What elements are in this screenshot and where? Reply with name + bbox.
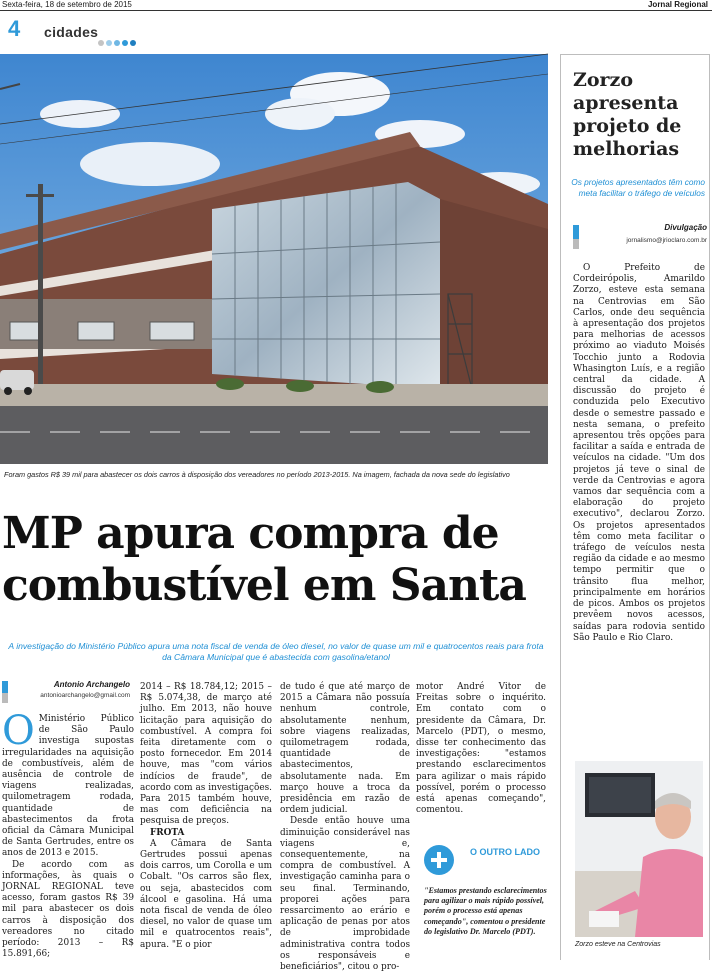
outro-lado-box — [418, 843, 548, 879]
sidebar-credit: Divulgação — [664, 223, 707, 232]
author-email: antonioarchangelo@gmail.com — [40, 692, 130, 699]
section-dots — [98, 31, 138, 50]
article-paragraph: De acordo com as informações, às quais o JORNAL REGIONAL teve acesso, foram gastos R$ 39 mil para abastecer os dois carros à disposição dos vereadores no citado período: 2013 – R$ 15.891,66; — [2, 859, 134, 960]
article-column-4 — [416, 682, 546, 816]
sidebar-body: O Prefeito de Cordeirópolis, Amarildo Zorzo, esteve esta semana na Centrovias em São Carlos, onde deu sequência à apresentação dos projetos para melhorias de acessos próximo ao viaduto Moisés Tocchio junto a Rodovia Whasington Luís, e a região central da cidade. A discussão do projeto é conduzida pelo Executivo desde o semestre passado e nesta semana, o prefeito apresentou três opções para facilitar a saída e entrada de veículos na cidade. "Um dos projetos já teve o sinal de verde da Centrovias e agora vamos dar sequência com a elaboração do projeto executivo", declarou Zorzo. Os projetos apresentados têm como meta facilitar o tráfego de veículos nesta região da cidade e ao mesmo tempo permitir que o trânsito flua melhor, principalmente em horários de picos. Ambos os projetos prevêem novos acessos, saídas para rodovia sentido São Paulo e Rio Claro. — [573, 263, 705, 643]
main-photo — [0, 54, 548, 464]
sidebar-photo-caption: Zorzo esteve na Centrovias — [575, 941, 661, 948]
sidebar-headline: Zorzo apresenta projeto de melhorias — [573, 69, 682, 160]
dot-icon — [106, 40, 112, 46]
article-subhead: A investigação do Ministério Público apura uma nota fiscal de venda de óleo diesel, no valor de quase um mil e quatrocentos reais para frota da Câmara Municipal que é abastecida com gasolina/etanol — [8, 641, 544, 662]
article-column-1 — [2, 708, 134, 960]
sidebar-credit-email: jornalismo@jrioclaro.com.br — [626, 237, 707, 244]
section-name: cidades — [44, 24, 99, 40]
article-paragraph: de tudo é que até março de 2015 a Câmara não possuía nenhum controle, absolutamente nenhum, sobre viagens realizadas, quilometragem rodada, quantidade de abastecimentos, absolutamente nada. Em março houve a troca da presidência em razão de ordem judicial. — [280, 682, 410, 816]
article-paragraph — [2, 708, 134, 860]
byline-grey-bar — [2, 693, 8, 703]
sidebar-photo — [575, 761, 703, 937]
paragraph-text: Ministério Público de São Paulo investiga supostas irregularidades na aquisição de combustíveis, além de ausência de controle de viagens realizadas, quilometragem rodada, quantidade de abastecimentos da frota oficial da Câmara Municipal de Santa Gertrudes, entre os anos de 2013 e 2015. — [2, 714, 134, 859]
headline-line-1: MP apura compra de — [2, 508, 499, 559]
author-name: Antonio Archangelo — [53, 680, 130, 689]
outro-lado-label: O OUTRO LADO — [470, 847, 540, 857]
article-column-3 — [280, 682, 410, 973]
page-number: 4 — [8, 16, 21, 41]
page-header-strip — [0, 0, 712, 11]
sidebar-subhead: Os projetos apresentados têm como meta facilitar o tráfego de veículos — [571, 177, 705, 198]
article-headline — [2, 508, 548, 612]
dot-icon — [122, 40, 128, 46]
edition-date: Sexta-feira, 18 de setembro de 2015 — [2, 0, 132, 9]
article-paragraph: motor André Vitor de Freitas sobre o inquérito. Em contato com o presidente da Câmara, Dr. Marcelo (PDT), o mesmo, disse ter conhecimento das investigações: "estamos prestando esclarecimentos para agilizar o mais rápido possível, porém o processo está apenas começando", comentou. — [416, 682, 546, 816]
article-paragraph: Desde então houve uma diminuição considerável nas viagens e, consequentemente, na compra de combustível. A investigação caminha para o seu final. Terminando, proporei ações para ressarcimento ao erário e aplicação de penas por atos de improbidade administrativa contra todos os responsáveis e beneficiários", citou o pro- — [280, 816, 410, 973]
article-paragraph: A Câmara de Santa Gertrudes possui apenas dois carros, um Corolla e um Cobalt. "Os carros são flex, ou seja, abastecidos com álcool e gasolina. Há uma nota fiscal de venda de óleo diesel, no valor de quase um mil e quatrocentos reais", apura. "E o pior — [140, 838, 272, 950]
newspaper-name: Jornal Regional — [647, 0, 708, 9]
drop-cap: O — [2, 708, 35, 754]
section-header — [0, 18, 548, 48]
headline-line-2: combustível em Santa — [2, 560, 526, 611]
plus-icon — [424, 845, 454, 875]
photo-caption: Foram gastos R$ 39 mil para abastecer os dois carros à disposição dos vereadores no período 2013-2015. Na imagem, fachada da nova sede do legislativo — [4, 470, 510, 479]
pull-quote: "Estamos prestando esclarecimentos para agilizar o mais rápido possível, porém o processo está apenas começando", comentou o presidente do legislativo Dr. Marcelo (PDT). — [424, 886, 547, 936]
article-column-2 — [140, 682, 272, 951]
dot-icon — [114, 40, 120, 46]
sidebar-accent-bar — [573, 225, 579, 239]
article-intertitle: FROTA — [150, 827, 185, 838]
dot-icon — [98, 40, 104, 46]
article-paragraph: 2014 – R$ 18.784,12; 2015 – R$ 5.074,38, de março até julho. Em 2013, não houve licitação para aquisição do combustível. A compra foi feita diretamente com o posto fornecedor. Em 2014 houve, mas "com vários indícios de fraude", de acordo com as investigações. Para 2015 também houve, mas com deficiência na pesquisa de preços. — [140, 682, 272, 827]
sidebar-grey-bar — [573, 239, 579, 249]
dot-icon — [130, 40, 136, 46]
sidebar-story — [560, 54, 710, 960]
